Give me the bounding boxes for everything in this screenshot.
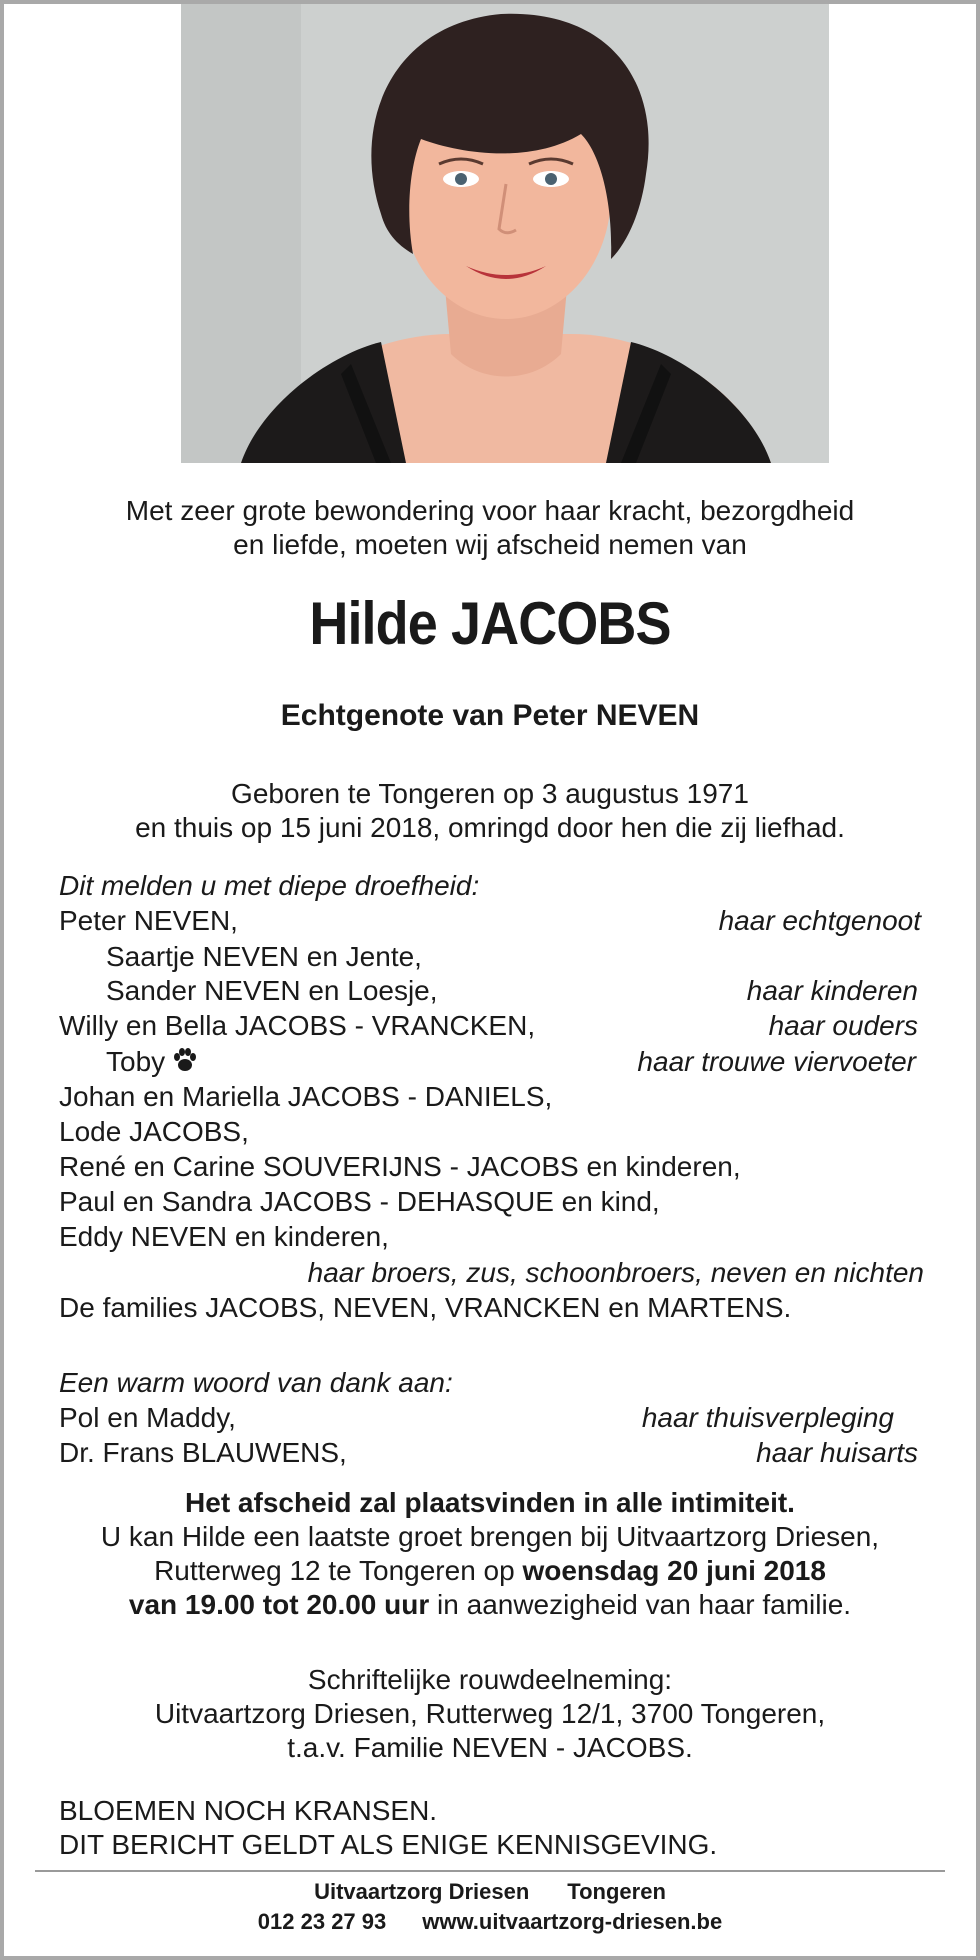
footer-city: Tongeren xyxy=(567,1879,666,1904)
obituary-card xyxy=(4,4,976,1956)
family-member-peter: Peter NEVEN, xyxy=(59,905,238,936)
role-pet: haar trouwe viervoeter xyxy=(637,1046,916,1077)
birth-death-text xyxy=(4,777,976,845)
family-member-lode: Lode JACOBS, xyxy=(59,1116,249,1147)
intro-line-1: Met zeer grote bewondering voor haar kracht, bezorgdheid xyxy=(125,495,855,526)
family-member-johan: Johan en Mariella JACOBS - DANIELS, xyxy=(59,1081,553,1112)
death-line: en thuis op 15 juni 2018, omringd door hen die zij liefhad. xyxy=(135,812,845,843)
farewell-address: Rutterweg 12 te Tongeren op xyxy=(154,1555,523,1586)
family-member-toby xyxy=(106,1046,199,1080)
families-line: De families JACOBS, NEVEN, VRANCKEN en MARTENS. xyxy=(59,1292,792,1323)
intro-text xyxy=(4,494,976,562)
family-member-rene: René en Carine SOUVERIJNS - JACOBS en kinderen, xyxy=(59,1151,741,1182)
role-home-nursing: haar thuisverpleging xyxy=(641,1402,894,1433)
intro-line-2: en liefde, moeten wij afscheid nemen van xyxy=(233,529,747,560)
spouse-line: Echtgenote van Peter NEVEN xyxy=(280,699,700,732)
family-member-sander: Sander NEVEN en Loesje, xyxy=(106,975,438,1006)
role-parents: haar ouders xyxy=(768,1010,918,1041)
portrait-photo xyxy=(181,4,829,463)
footer-phone: 012 23 27 93 xyxy=(257,1909,387,1934)
condolence-attention: t.a.v. Familie NEVEN - JACOBS. xyxy=(287,1732,693,1763)
footer-line-1 xyxy=(4,1878,976,1906)
footer-company: Uitvaartzorg Driesen xyxy=(314,1879,530,1904)
role-husband: haar echtgenoot xyxy=(718,905,921,936)
farewell-text xyxy=(4,1486,976,1622)
role-gp: haar huisarts xyxy=(756,1437,918,1468)
farewell-time-line xyxy=(4,1588,976,1622)
family-member-saartje: Saartje NEVEN en Jente, xyxy=(106,941,422,972)
family-member-eddy: Eddy NEVEN en kinderen, xyxy=(59,1221,389,1252)
condolence-text xyxy=(4,1663,976,1765)
farewell-visit: U kan Hilde een laatste groet brengen bij Uitvaartzorg Driesen, xyxy=(100,1521,880,1552)
deceased-name: Hilde JACOBS xyxy=(309,590,671,657)
no-flowers: BLOEMEN NOCH KRANSEN. xyxy=(59,1795,438,1826)
condolence-heading: Schriftelijke rouwdeelneming: xyxy=(307,1664,673,1695)
paw-icon xyxy=(171,1047,199,1080)
birth-line: Geboren te Tongeren op 3 augustus 1971 xyxy=(231,778,749,809)
family-member-paul: Paul en Sandra JACOBS - DEHASQUE en kind, xyxy=(59,1186,660,1217)
footer-divider xyxy=(35,1870,945,1872)
toby-name: Toby xyxy=(106,1046,166,1077)
thanks-frans: Dr. Frans BLAUWENS, xyxy=(59,1437,347,1468)
farewell-family: in aanwezigheid van haar familie. xyxy=(429,1589,852,1620)
farewell-intimacy: Het afscheid zal plaatsvinden in alle intimiteit. xyxy=(185,1487,795,1518)
family-member-willy: Willy en Bella JACOBS - VRANCKEN, xyxy=(59,1010,536,1041)
only-notice: DIT BERICHT GELDT ALS ENIGE KENNISGEVING. xyxy=(59,1829,718,1860)
footer-line-2 xyxy=(4,1908,976,1936)
role-children: haar kinderen xyxy=(746,975,918,1006)
role-siblings: haar broers, zus, schoonbroers, neven en nichten xyxy=(307,1257,924,1288)
thanks-pol: Pol en Maddy, xyxy=(59,1402,236,1433)
closing-text xyxy=(59,1794,717,1862)
thanks-heading: Een warm woord van dank aan: xyxy=(59,1367,453,1398)
condolence-address: Uitvaartzorg Driesen, Rutterweg 12/1, 3700 Tongeren, xyxy=(154,1698,826,1729)
footer-website[interactable]: www.uitvaartzorg-driesen.be xyxy=(422,1909,723,1934)
farewell-time: van 19.00 tot 20.00 uur xyxy=(128,1589,430,1620)
farewell-address-date xyxy=(4,1554,976,1588)
family-heading: Dit melden u met diepe droefheid: xyxy=(59,870,480,901)
farewell-date: woensdag 20 juni 2018 xyxy=(522,1555,826,1586)
portrait-illustration xyxy=(181,4,829,463)
